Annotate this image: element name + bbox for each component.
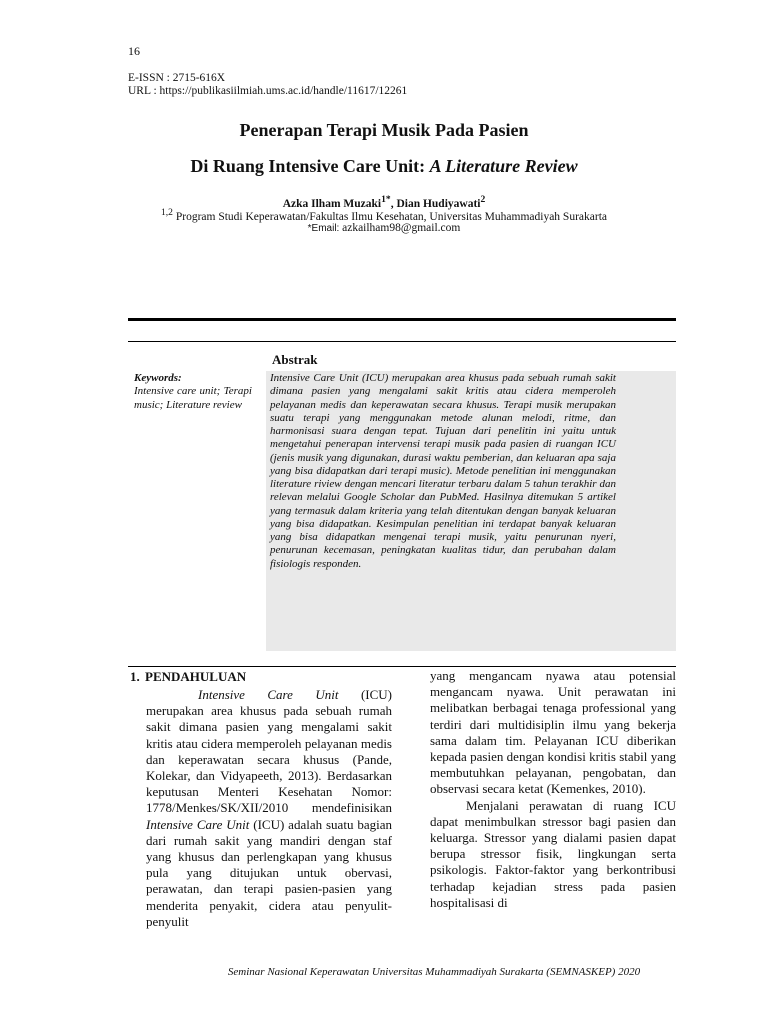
text-run: (ICU) adalah suatu bagian dari rumah sakit yang mandiri dengan staf yang khusus dan perlengkapan yang khusus pula yang ditujukan untuk obervasi, perawatan, dan terapi pasien-pasien yang menderita penyakit, cidera atau penyulit- penyulit: [146, 816, 392, 929]
affiliation-sup: 1,2: [161, 207, 173, 218]
right-column: [430, 668, 676, 911]
paper-title-line1: Penerapan Terapi Musik Pada Pasien: [239, 120, 529, 140]
email-address: azkailham98@gmail.com: [342, 222, 461, 234]
page-number: 16: [128, 44, 140, 58]
affiliation: [0, 207, 768, 223]
intro-paragraph-2: Menjalani perawatan di ruang ICU dapat menimbulkan stressor bagi pasien dan keluarga. Stressor yang dialami pasien dapat berupa stressor fisik, lingkungan serta psikologis. Faktor-faktor yang berkontribusi terhadap kejadian stress pada pasien hospitalisasi di: [430, 797, 676, 910]
section-title: PENDAHULUAN: [145, 669, 247, 684]
thick-divider: [128, 318, 676, 321]
email-label: *Email:: [307, 223, 343, 234]
section-number: 1.: [130, 669, 140, 684]
affiliation-text: Program Studi Keperawatan/Fakultas Ilmu Kesehatan, Universitas Muhammadiyah Surakarta: [172, 210, 607, 223]
title-italic: A Literature Review: [429, 156, 578, 176]
intro-paragraph-1-cont: yang mengancam nyawa atau potensial mengancam nyawa. Unit perawatan ini melibatkan berbagai tenaga professional yang terdiri dari multidisiplin ilmu yang bekerja sama dalam tim. Pelayanan ICU diberikan kepada pasien dengan kondisi kritis stabil yang membutuhkan pelayanan, pengobatan, dan observasi secara ketat (Kemenkes, 2010).: [430, 668, 676, 797]
issn-text: E-ISSN : 2715-616X: [128, 72, 226, 84]
abstract-text: Intensive Care Unit (ICU) merupakan area khusus pada sebuah rumah sakit dimana pasien yang mengalami sakit kritis atau cidera memperoleh pelayanan medis dan keperawatan secara khusus. Terapi musik merupakan suatu terapi yang menggunakan metode alunan melodi, ritme, dan harmonisasi suara dengan tepat. Tujuan dari penelitin ini yaitu untuk mengetahui penerapan intervensi terapi musik pada pasien di ruangan ICU (jenis musik yang digunakan, durasi waktu pemberian, dan keluaran apa saja yang bisa didapatkan dari terapi music). Metode penelitian ini menggunakan literature riview dengan mencari literatur terbaru dalam 5 tahun terakhir dan relevan melalui Google Scholar dan PubMed. Hasilnya ditemukan 5 artikel yang termasuk dalam kriteria yang telah ditentukan dengan banyak keluaran yang bisa didapatkan. Kesimpulan penelitian ini terdapat banyak keluaran yang bisa didapatkan mengenai terapi musik, yaitu penurunan nyeri, penurunan kecemasan, peningkatan kualitas tidur, dan perubahan dalam fisiologis responden.: [270, 372, 616, 570]
author-2: Dian Hudiyawati: [396, 197, 481, 210]
text-run: (ICU) merupakan area khusus pada sebuah rumah sakit dimana pasien yang mengalami sakit kritis atau cidera memperoleh pelayanan medis dan keperawatan secara khusus (Pande, Kolekar, dan Vidyapeeth, 2013). Berdasarkan keputusan Menteri Kesehatan Nomor: 1778/Menkes/SK/XII/2010 mendefinisikan: [146, 687, 392, 816]
journal-header: [128, 72, 407, 98]
section-divider: [128, 666, 676, 667]
author-1-sup: 1*: [381, 194, 391, 205]
author-separator: ,: [390, 197, 397, 210]
email-line: [0, 222, 768, 234]
page-footer: Seminar Nasional Keperawatan Universitas Muhammadiyah Surakarta (SEMNASKEP) 2020: [227, 966, 641, 978]
italic-term: Intensive Care Unit: [146, 816, 250, 832]
title-plain: Di Ruang Intensive Care Unit:: [190, 156, 430, 176]
keywords-list: Intensive care unit; Terapi music; Literature review: [134, 385, 252, 411]
author-1: Azka Ilham Muzaki: [282, 197, 382, 210]
paper-title-line2: [0, 156, 768, 177]
italic-term: Intensive Care Unit: [198, 687, 339, 702]
keywords-label: Keywords:: [134, 372, 182, 384]
author-2-sup: 2: [480, 194, 486, 205]
left-column: [146, 687, 392, 930]
thin-divider: [128, 341, 676, 342]
intro-paragraph-1: [146, 687, 392, 930]
keywords-block: [134, 372, 252, 412]
abstract-heading: Abstrak: [272, 352, 318, 367]
url-text: URL : https://publikasiilmiah.ums.ac.id/handle/11617/12261: [128, 85, 408, 97]
